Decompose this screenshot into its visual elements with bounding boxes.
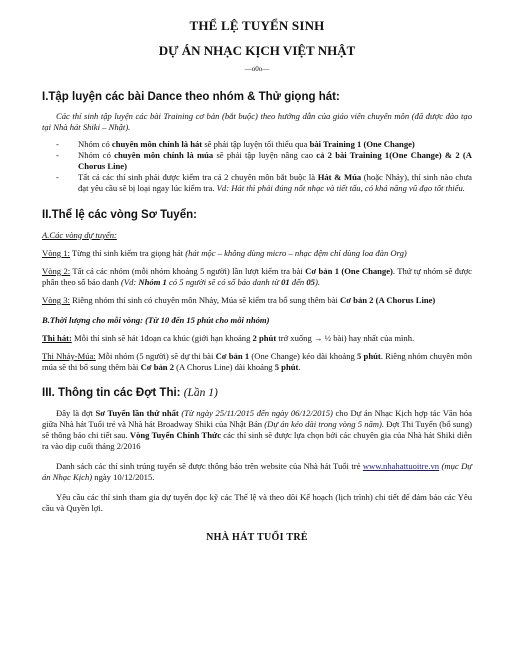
section-2a-heading: A.Các vòng dự tuyển: xyxy=(42,229,117,240)
section-1-intro: Các thí sinh tập luyện các bài Training cơ bản (bắt buộc) theo hướng dẫn của giáo viên chuyên môn (đã được đào tạo tại Nhà hát Shiki – Nhật). xyxy=(42,110,472,132)
round-3-paragraph: Vòng 3: Riêng nhóm thí sinh có chuyên môn Nhảy, Múa sẽ kiểm tra bổ sung thêm bài Cơ bản 2 (A Chorus Line) xyxy=(42,294,436,305)
section-3-heading-note: (Lần 1) xyxy=(183,386,218,399)
section-1-list xyxy=(42,139,472,194)
section-1 xyxy=(42,90,472,194)
section-2b-heading: B.Thời lượng cho mỗi vòng: (Từ 10 đến 15 phút cho mỗi nhóm) xyxy=(42,314,270,325)
singing-test-paragraph: Thi hát: Mỗi thí sinh sẽ hát 1đoạn ca khúc (giới hạn khoảng 2 phút trở xuống → ½ bài) hay nhất của mình. xyxy=(42,332,415,343)
round-1-paragraph: Vòng 1: Từng thí sinh kiểm tra giọng hát (hát mộc – không dùng micro – nhạc đệm chỉ dùng loa đàn Org) xyxy=(42,247,407,258)
list-item: - Nhóm có chuyên môn chính là múa sẽ phải tập luyện nâng cao cả 2 bài Training 1(One Change) & 2 (A Chorus Line) xyxy=(78,150,472,172)
website-link[interactable]: www.nhahattuoitre.vn xyxy=(362,461,440,472)
section-3 xyxy=(42,386,472,515)
document-title-line-1: THỂ LỆ TUYỂN SINH xyxy=(189,18,325,33)
signature-organization: NHÀ HÁT TUỔI TRẺ xyxy=(206,532,308,544)
title-ornament: —o0o— xyxy=(244,65,270,74)
list-item: - Nhóm có chuyên môn chính là hát sẽ phải tập luyện tối thiểu qua bài Training 1 (One Change) xyxy=(78,139,472,150)
section-3-paragraph-2: Danh sách các thí sinh trúng tuyển sẽ được thông báo trên website của Nhà hát Tuổi trẻ www.nhahattuoitre.vn (mục Dự án Nhạc Kịch) ngày 10/12/2015. xyxy=(42,461,472,483)
dance-test-paragraph: Thi Nhảy-Múa: Mỗi nhóm (5 người) sẽ dự thi bài Cơ bản 1 (One Change) kéo dài khoảng 5 phút. Riêng nhóm chuyên môn múa sẽ thi bổ sung thêm bài Cơ bản 2 (A Chorus Line) dài khoảng 5 phút. xyxy=(42,350,473,372)
round-2-paragraph: Vòng 2: Tất cả các nhóm (mỗi nhóm khoảng 5 người) lần lượt kiểm tra bài Cơ bản 1 (One Change). Thứ tự nhóm sẽ được phân theo số báo danh (Vd: Nhóm 1 có 5 người sẽ có số báo danh từ 01 đến 05). xyxy=(42,265,472,287)
section-2 xyxy=(42,208,472,373)
section-3-paragraph-1: Đây là đợt Sơ Tuyển lần thứ nhất (Từ ngày 25/11/2015 đến ngày 06/12/2015) cho Dự án Nhạc Kịch hợp tác Văn hóa giữa Nhà hát Tuổi trẻ và Nhà hát Broadway Shiki của Nhật Bản (Dự án kéo dài trong vòng 5 năm). Đợt Thi Tuyển (bổ sung) sẽ thông báo chi tiết sau. Vòng Tuyển Chính Thức các thí sinh sẽ được lựa chọn bởi các chuyên gia của Nhà hát Shiki diễn ra vào dịp cuối tháng 2/2016 xyxy=(42,408,472,452)
list-item: - Tất cả các thí sinh phải được kiểm tra cả 2 chuyên môn bắt buộc là Hát & Múa (hoặc Nhảy), thí sinh nào chưa đạt yêu cầu sẽ bị loại ngay lúc kiểm tra. Vd: Hát thì phải đúng nốt nhạc và tiết tấu, có khả năng vũ đạo tốt thiểu. xyxy=(78,172,472,194)
section-3-paragraph-3: Yêu cầu các thí sinh tham gia dự tuyển đọc kỹ các Thể lệ và theo dõi Kế hoạch (lịch trình) chi tiết để đảm bảo các Yêu cầu và Quyền lợi. xyxy=(42,492,472,514)
section-3-heading: III. Thông tin các Đợt Thi: (Lần 1) xyxy=(42,386,218,399)
document-title-line-2: DỰ ÁN NHẠC KỊCH VIỆT NHẬT xyxy=(158,42,356,58)
section-2-heading: II.Thể lệ các vòng Sơ Tuyển: xyxy=(42,208,197,221)
section-1-heading: I.Tập luyện các bài Dance theo nhóm & Thử giọng hát: xyxy=(42,91,340,104)
